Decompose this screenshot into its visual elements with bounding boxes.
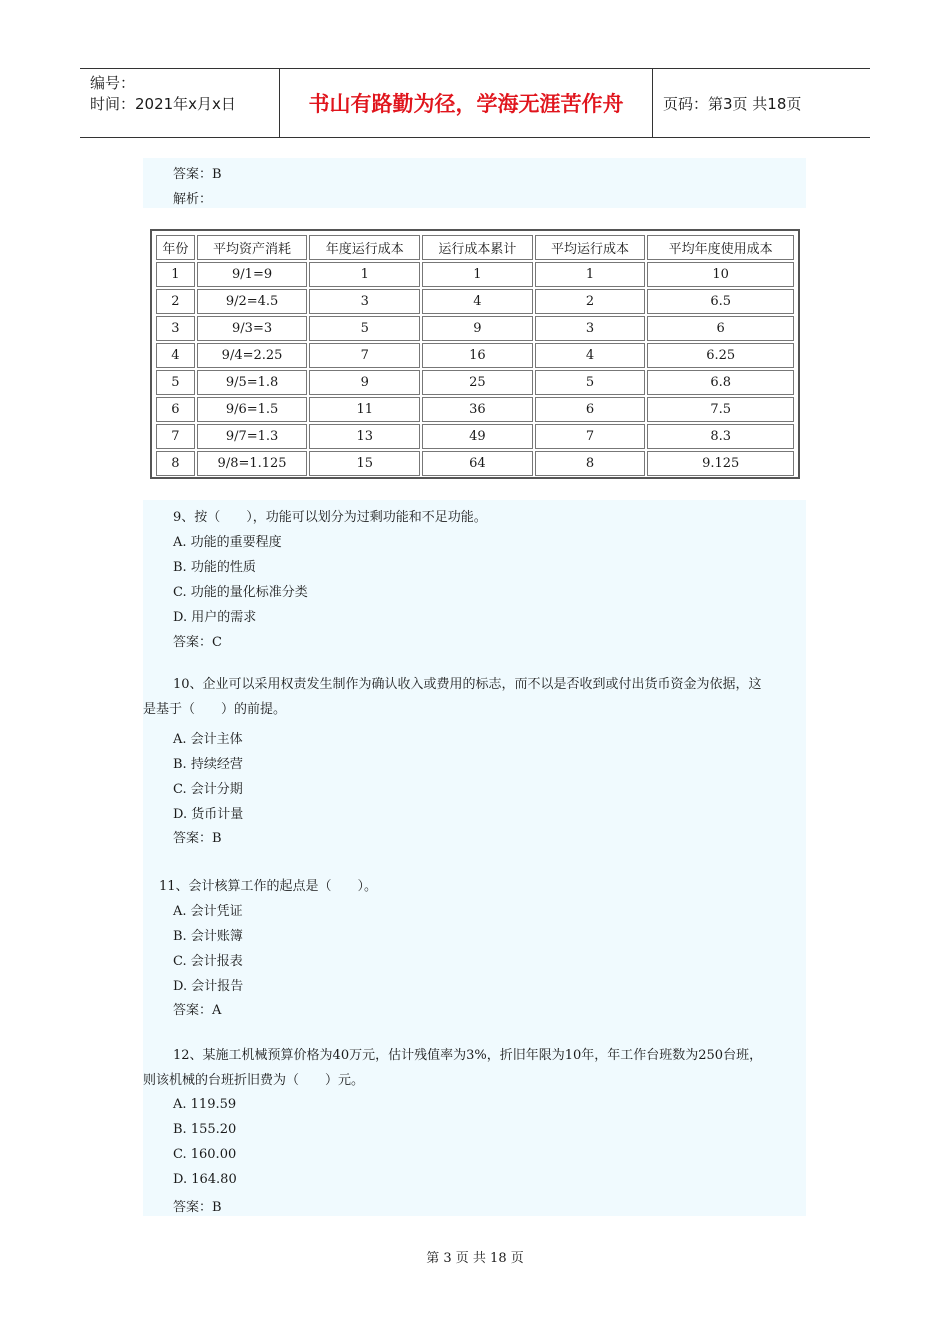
table-cell: 10 xyxy=(647,262,794,287)
table-cell: 6 xyxy=(647,316,794,341)
table-cell: 1 xyxy=(156,262,195,287)
table-header-row xyxy=(156,235,794,260)
table-cell: 36 xyxy=(422,397,533,422)
table-cell: 13 xyxy=(309,424,420,449)
table-cell: 9/3=3 xyxy=(197,316,308,341)
table-cell: 9/7=1.3 xyxy=(197,424,308,449)
table-cell: 9 xyxy=(422,316,533,341)
table-cell: 6 xyxy=(156,397,195,422)
table-header-cell: 年份 xyxy=(156,235,195,260)
table-cell: 9/5=1.8 xyxy=(197,370,308,395)
table-cell: 6 xyxy=(535,397,646,422)
table-cell: 9/1=9 xyxy=(197,262,308,287)
table-row xyxy=(156,316,794,341)
table-row xyxy=(156,370,794,395)
q11-option-a: A. 会计凭证 xyxy=(173,904,243,919)
q12-answer: 答案：B xyxy=(173,1200,222,1215)
q9-option-d: D. 用户的需求 xyxy=(173,610,257,625)
q9-option-c: C. 功能的量化标准分类 xyxy=(173,585,308,600)
table-cell: 9 xyxy=(309,370,420,395)
table-cell: 9/4=2.25 xyxy=(197,343,308,368)
table-cell: 6.25 xyxy=(647,343,794,368)
table-cell: 5 xyxy=(309,316,420,341)
table-cell: 4 xyxy=(156,343,195,368)
q10-option-a: A. 会计主体 xyxy=(173,732,243,747)
answer-panel xyxy=(143,158,806,208)
table-row xyxy=(156,289,794,314)
table-row xyxy=(156,262,794,287)
table-cell: 25 xyxy=(422,370,533,395)
table-header-cell: 运行成本累计 xyxy=(422,235,533,260)
table-cell: 7 xyxy=(156,424,195,449)
table-cell: 4 xyxy=(535,343,646,368)
q12-option-d: D. 164.80 xyxy=(173,1172,237,1187)
q11-option-d: D. 会计报告 xyxy=(173,979,244,994)
answer-text: 答案：B xyxy=(173,167,222,182)
table-cell: 1 xyxy=(535,262,646,287)
cost-table-frame xyxy=(150,229,800,479)
q9-stem: 9、按（ ），功能可以划分为过剩功能和不足功能。 xyxy=(173,510,487,525)
table-cell: 3 xyxy=(309,289,420,314)
table-cell: 15 xyxy=(309,451,420,476)
table-cell: 1 xyxy=(309,262,420,287)
table-cell: 64 xyxy=(422,451,533,476)
q12-option-c: C. 160.00 xyxy=(173,1147,237,1162)
time-label: 时间：2021年x月x日 xyxy=(90,95,236,113)
q9-option-b: B. 功能的性质 xyxy=(173,560,256,575)
table-row xyxy=(156,424,794,449)
table-cell: 16 xyxy=(422,343,533,368)
q10-option-d: D. 货币计量 xyxy=(173,807,244,822)
table-cell: 9/2=4.5 xyxy=(197,289,308,314)
table-cell: 3 xyxy=(535,316,646,341)
q11-answer: 答案：A xyxy=(173,1003,222,1018)
header-page-info: 页码：第3页 共18页 xyxy=(663,94,802,113)
q11-option-c: C. 会计报表 xyxy=(173,954,243,969)
table-header-cell: 平均资产消耗 xyxy=(197,235,308,260)
header-motto: 书山有路勤为径，学海无涯苦作舟 xyxy=(280,69,653,137)
table-cell: 8 xyxy=(535,451,646,476)
table-cell: 49 xyxy=(422,424,533,449)
q11-option-b: B. 会计账簿 xyxy=(173,929,243,944)
table-cell: 9.125 xyxy=(647,451,794,476)
table-cell: 8 xyxy=(156,451,195,476)
table-header-cell: 平均运行成本 xyxy=(535,235,646,260)
table-row xyxy=(156,451,794,476)
analysis-label: 解析： xyxy=(173,192,213,207)
q9-answer: 答案：C xyxy=(173,635,222,650)
header-meta xyxy=(80,69,280,137)
q10-answer: 答案：B xyxy=(173,831,222,846)
table-cell: 9/6=1.5 xyxy=(197,397,308,422)
questions-panel xyxy=(143,500,806,1216)
table-cell: 2 xyxy=(156,289,195,314)
page-footer: 第 3 页 共 18 页 xyxy=(426,1251,524,1266)
table-cell: 2 xyxy=(535,289,646,314)
table-cell: 6.8 xyxy=(647,370,794,395)
q11-stem: 11、会计核算工作的起点是（ ）。 xyxy=(159,879,378,894)
cost-table xyxy=(154,233,796,478)
table-cell: 7 xyxy=(309,343,420,368)
table-cell: 7.5 xyxy=(647,397,794,422)
q10-stem: 10、企业可以采用权责发生制作为确认收入或费用的标志，而不以是否收到或付出货币资金为依据，这是基于（ ）的前提。 xyxy=(143,677,762,717)
q12-option-b: B. 155.20 xyxy=(173,1122,237,1137)
number-label: 编号： xyxy=(90,74,136,92)
table-cell: 3 xyxy=(156,316,195,341)
q12-option-a: A. 119.59 xyxy=(173,1097,237,1112)
page-header xyxy=(80,68,870,138)
table-cell: 1 xyxy=(422,262,533,287)
table-cell: 5 xyxy=(535,370,646,395)
table-cell: 8.3 xyxy=(647,424,794,449)
q12-stem: 12、某施工机械预算价格为40万元，估计残值率为3%，折旧年限为10年，年工作台班数为250台班，则该机械的台班折旧费为（ ）元。 xyxy=(143,1048,763,1088)
table-row xyxy=(156,343,794,368)
q9-option-a: A. 功能的重要程度 xyxy=(173,535,282,550)
table-row xyxy=(156,397,794,422)
table-cell: 7 xyxy=(535,424,646,449)
table-header-cell: 平均年度使用成本 xyxy=(647,235,794,260)
table-cell: 9/8=1.125 xyxy=(197,451,308,476)
table-cell: 6.5 xyxy=(647,289,794,314)
q10-option-b: B. 持续经营 xyxy=(173,757,243,772)
table-cell: 4 xyxy=(422,289,533,314)
table-cell: 11 xyxy=(309,397,420,422)
table-cell: 5 xyxy=(156,370,195,395)
table-header-cell: 年度运行成本 xyxy=(309,235,420,260)
q10-option-c: C. 会计分期 xyxy=(173,782,243,797)
